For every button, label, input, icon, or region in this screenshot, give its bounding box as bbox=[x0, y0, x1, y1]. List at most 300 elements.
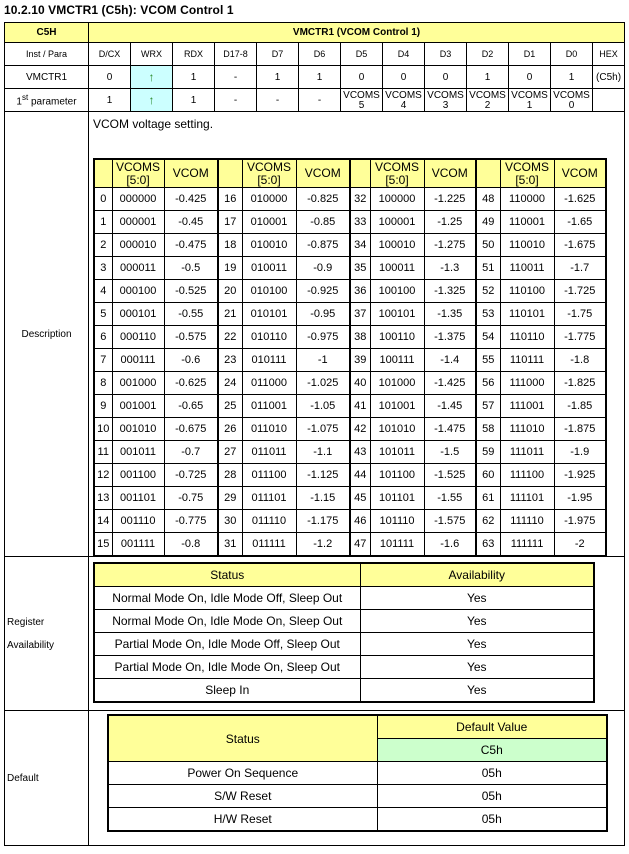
vcom-value: -0.825 bbox=[296, 188, 350, 211]
vcom-code: 010001 bbox=[242, 211, 296, 234]
param-dcx: 1 bbox=[89, 89, 131, 112]
vcom-value-head: VCOM bbox=[164, 159, 218, 188]
vcom-index: 11 bbox=[94, 441, 112, 464]
vcom-code: 010110 bbox=[242, 326, 296, 349]
vcom-code: 110101 bbox=[500, 303, 554, 326]
vcom-table-row bbox=[94, 303, 606, 326]
vcom-value: -1.45 bbox=[424, 395, 476, 418]
vcom-index: 16 bbox=[218, 188, 242, 211]
vcom-value: -0.675 bbox=[164, 418, 218, 441]
vcom-index: 39 bbox=[350, 349, 370, 372]
default-value: 05h bbox=[377, 808, 607, 832]
cmd-rdx: 1 bbox=[173, 66, 215, 89]
vcom-value: -1.925 bbox=[554, 464, 606, 487]
command-code: C5H bbox=[5, 23, 89, 43]
vcom-value: -1.3 bbox=[424, 257, 476, 280]
default-value-row bbox=[108, 762, 607, 785]
availability-row bbox=[94, 610, 594, 633]
vcom-code: 011110 bbox=[242, 510, 296, 533]
vcom-value: -1.8 bbox=[554, 349, 606, 372]
param-bit-vcoms3: VCOMS 3 bbox=[425, 89, 467, 112]
cmd-hex: (C5h) bbox=[593, 66, 625, 89]
vcom-index: 4 bbox=[94, 280, 112, 303]
vcom-index: 52 bbox=[476, 280, 500, 303]
vcom-index: 49 bbox=[476, 211, 500, 234]
description-row bbox=[5, 112, 625, 557]
vcom-code: 111000 bbox=[500, 372, 554, 395]
vcom-index: 17 bbox=[218, 211, 242, 234]
vcom-value: -1.525 bbox=[424, 464, 476, 487]
vcom-table-row bbox=[94, 464, 606, 487]
vcom-index: 6 bbox=[94, 326, 112, 349]
col-d6: D6 bbox=[299, 43, 341, 66]
vcom-index: 30 bbox=[218, 510, 242, 533]
vcom-idx-head bbox=[476, 159, 500, 188]
vcom-value: -1.35 bbox=[424, 303, 476, 326]
vcom-code: 100001 bbox=[370, 211, 424, 234]
vcom-value: -0.975 bbox=[296, 326, 350, 349]
availability-row bbox=[94, 587, 594, 610]
vcom-index: 14 bbox=[94, 510, 112, 533]
vcom-index: 53 bbox=[476, 303, 500, 326]
param-label: 1st parameter bbox=[5, 89, 89, 112]
availability-status: Normal Mode On, Idle Mode Off, Sleep Out bbox=[94, 587, 360, 610]
vcom-index: 46 bbox=[350, 510, 370, 533]
vcom-idx-head bbox=[350, 159, 370, 188]
vcom-code: 111100 bbox=[500, 464, 554, 487]
vcom-index: 37 bbox=[350, 303, 370, 326]
vcom-value: -1.95 bbox=[554, 487, 606, 510]
vcom-index: 36 bbox=[350, 280, 370, 303]
vcom-value: -0.425 bbox=[164, 188, 218, 211]
vcom-value: -0.6 bbox=[164, 349, 218, 372]
vcom-code: 011111 bbox=[242, 533, 296, 557]
vcom-index: 40 bbox=[350, 372, 370, 395]
vcom-value: -0.775 bbox=[164, 510, 218, 533]
vcom-table-row bbox=[94, 326, 606, 349]
default-status-head: Status bbox=[108, 715, 377, 762]
vcom-index: 45 bbox=[350, 487, 370, 510]
vcom-code: 011001 bbox=[242, 395, 296, 418]
vcom-code: 111010 bbox=[500, 418, 554, 441]
default-label: Default bbox=[5, 711, 89, 846]
cmd-d0: 1 bbox=[551, 66, 593, 89]
vcom-table-row bbox=[94, 487, 606, 510]
vcom-index: 54 bbox=[476, 326, 500, 349]
vcom-code: 111101 bbox=[500, 487, 554, 510]
register-availability-row bbox=[5, 557, 625, 711]
col-wrx: WRX bbox=[131, 43, 173, 66]
vcom-value: -1.725 bbox=[554, 280, 606, 303]
vcom-index: 21 bbox=[218, 303, 242, 326]
vcom-index: 47 bbox=[350, 533, 370, 557]
vcom-idx-head bbox=[94, 159, 112, 188]
vcom-value: -1.325 bbox=[424, 280, 476, 303]
vcom-code: 100101 bbox=[370, 303, 424, 326]
vcom-code: 000011 bbox=[112, 257, 164, 280]
availability-value: Yes bbox=[360, 633, 594, 656]
vcom-code: 101010 bbox=[370, 418, 424, 441]
vcom-index: 48 bbox=[476, 188, 500, 211]
vcom-index: 9 bbox=[94, 395, 112, 418]
register-availability-label: Register Availability bbox=[5, 557, 89, 711]
vcom-code: 000010 bbox=[112, 234, 164, 257]
vcom-value-head: VCOM bbox=[424, 159, 476, 188]
cmd-d7: 1 bbox=[257, 66, 299, 89]
vcom-index: 20 bbox=[218, 280, 242, 303]
command-row bbox=[5, 66, 625, 89]
vcom-code: 011101 bbox=[242, 487, 296, 510]
col-d17-8: D17-8 bbox=[215, 43, 257, 66]
vcom-index: 27 bbox=[218, 441, 242, 464]
vcom-code: 001100 bbox=[112, 464, 164, 487]
col-inst-para: Inst / Para bbox=[5, 43, 89, 66]
vcom-code: 100011 bbox=[370, 257, 424, 280]
default-status: S/W Reset bbox=[108, 785, 377, 808]
vcom-index: 8 bbox=[94, 372, 112, 395]
vcom-code: 010010 bbox=[242, 234, 296, 257]
vcom-code-head: VCOMS [5:0] bbox=[112, 159, 164, 188]
param-d17: - bbox=[215, 89, 257, 112]
description-label: Description bbox=[5, 112, 89, 557]
vcom-index: 0 bbox=[94, 188, 112, 211]
param-bit-vcoms1: VCOMS 1 bbox=[509, 89, 551, 112]
vcom-code: 010100 bbox=[242, 280, 296, 303]
availability-value: Yes bbox=[360, 679, 594, 703]
availability-value: Yes bbox=[360, 656, 594, 679]
vcom-table-row bbox=[94, 211, 606, 234]
vcom-index: 2 bbox=[94, 234, 112, 257]
col-d7: D7 bbox=[257, 43, 299, 66]
vcom-code: 101011 bbox=[370, 441, 424, 464]
vcom-value: -0.8 bbox=[164, 533, 218, 557]
vcom-value: -1.05 bbox=[296, 395, 350, 418]
cmd-d3: 0 bbox=[425, 66, 467, 89]
vcom-code: 000100 bbox=[112, 280, 164, 303]
vcom-value: -1.675 bbox=[554, 234, 606, 257]
vcom-table-row bbox=[94, 280, 606, 303]
param-rdx: 1 bbox=[173, 89, 215, 112]
availability-status: Partial Mode On, Idle Mode On, Sleep Out bbox=[94, 656, 360, 679]
default-status: H/W Reset bbox=[108, 808, 377, 832]
vcom-value: -1.025 bbox=[296, 372, 350, 395]
vcom-index: 26 bbox=[218, 418, 242, 441]
command-name: VMCTR1 (VCOM Control 1) bbox=[89, 23, 625, 43]
vcom-code: 111001 bbox=[500, 395, 554, 418]
vcom-table-row bbox=[94, 395, 606, 418]
vcom-code: 100111 bbox=[370, 349, 424, 372]
vcom-index: 5 bbox=[94, 303, 112, 326]
col-d5: D5 bbox=[341, 43, 383, 66]
vcom-value: -1.75 bbox=[554, 303, 606, 326]
vcom-value: -1.6 bbox=[424, 533, 476, 557]
col-dcx: D/CX bbox=[89, 43, 131, 66]
vcom-index: 51 bbox=[476, 257, 500, 280]
vcom-value: -1.775 bbox=[554, 326, 606, 349]
vcom-value: -0.875 bbox=[296, 234, 350, 257]
vcom-code: 110001 bbox=[500, 211, 554, 234]
col-d1: D1 bbox=[509, 43, 551, 66]
vcom-value: -1.175 bbox=[296, 510, 350, 533]
vcom-code: 100000 bbox=[370, 188, 424, 211]
vcom-value: -1.975 bbox=[554, 510, 606, 533]
vcom-code: 010000 bbox=[242, 188, 296, 211]
vcom-value: -0.45 bbox=[164, 211, 218, 234]
register-availability-content bbox=[89, 557, 625, 711]
vcom-code: 000101 bbox=[112, 303, 164, 326]
vcom-value: -1.575 bbox=[424, 510, 476, 533]
vcom-value: -1.625 bbox=[554, 188, 606, 211]
vcom-code: 011100 bbox=[242, 464, 296, 487]
vcom-code: 101000 bbox=[370, 372, 424, 395]
vcom-table-row bbox=[94, 441, 606, 464]
vcom-value: -0.65 bbox=[164, 395, 218, 418]
availability-table bbox=[93, 562, 595, 703]
vcom-index: 28 bbox=[218, 464, 242, 487]
vcom-value: -1.225 bbox=[424, 188, 476, 211]
vcom-code: 000001 bbox=[112, 211, 164, 234]
availability-value: Yes bbox=[360, 587, 594, 610]
availability-value-head: Availability bbox=[360, 563, 594, 587]
vcom-index: 63 bbox=[476, 533, 500, 557]
cmd-d5: 0 bbox=[341, 66, 383, 89]
vcom-value: -0.9 bbox=[296, 257, 350, 280]
param-hex bbox=[593, 89, 625, 112]
vcom-value-head: VCOM bbox=[554, 159, 606, 188]
vcom-value: -1.1 bbox=[296, 441, 350, 464]
vcom-table-row bbox=[94, 372, 606, 395]
default-value-head: Default Value bbox=[377, 715, 607, 739]
col-d0: D0 bbox=[551, 43, 593, 66]
param-bit-vcoms4: VCOMS 4 bbox=[383, 89, 425, 112]
vcom-value: -1.825 bbox=[554, 372, 606, 395]
param-d6: - bbox=[299, 89, 341, 112]
cmd-d2: 1 bbox=[467, 66, 509, 89]
availability-status: Normal Mode On, Idle Mode On, Sleep Out bbox=[94, 610, 360, 633]
vcom-value-head: VCOM bbox=[296, 159, 350, 188]
vcom-table-row bbox=[94, 188, 606, 211]
col-rdx: RDX bbox=[173, 43, 215, 66]
vcom-code: 011011 bbox=[242, 441, 296, 464]
vcom-value: -1.2 bbox=[296, 533, 350, 557]
availability-row bbox=[94, 656, 594, 679]
cmd-d17: - bbox=[215, 66, 257, 89]
vcom-index: 23 bbox=[218, 349, 242, 372]
vcom-code: 100010 bbox=[370, 234, 424, 257]
vcom-index: 38 bbox=[350, 326, 370, 349]
col-d3: D3 bbox=[425, 43, 467, 66]
vcom-table-header bbox=[94, 159, 606, 188]
section-title: 10.2.10 VMCTR1 (C5h): VCOM Control 1 bbox=[4, 3, 234, 17]
vcom-index: 18 bbox=[218, 234, 242, 257]
vcom-index: 22 bbox=[218, 326, 242, 349]
vcom-index: 58 bbox=[476, 418, 500, 441]
vcom-code: 000110 bbox=[112, 326, 164, 349]
vcom-code: 001001 bbox=[112, 395, 164, 418]
vcom-code: 111111 bbox=[500, 533, 554, 557]
vcom-index: 57 bbox=[476, 395, 500, 418]
vcom-index: 19 bbox=[218, 257, 242, 280]
vcom-code: 101100 bbox=[370, 464, 424, 487]
vcom-index: 33 bbox=[350, 211, 370, 234]
vcom-table-row bbox=[94, 234, 606, 257]
vcom-code: 101111 bbox=[370, 533, 424, 557]
vcom-code: 110010 bbox=[500, 234, 554, 257]
vcom-code: 101101 bbox=[370, 487, 424, 510]
vcom-value: -1.55 bbox=[424, 487, 476, 510]
vcom-index: 60 bbox=[476, 464, 500, 487]
description-text: VCOM voltage setting. bbox=[93, 117, 214, 131]
vcom-table bbox=[93, 158, 607, 557]
col-d2: D2 bbox=[467, 43, 509, 66]
vcom-index: 31 bbox=[218, 533, 242, 557]
vcom-value: -1.25 bbox=[424, 211, 476, 234]
availability-status: Partial Mode On, Idle Mode Off, Sleep Out bbox=[94, 633, 360, 656]
parameter-row bbox=[5, 89, 625, 112]
vcom-code: 110110 bbox=[500, 326, 554, 349]
cmd-d6: 1 bbox=[299, 66, 341, 89]
vcom-code: 100100 bbox=[370, 280, 424, 303]
cmd-dcx: 0 bbox=[89, 66, 131, 89]
vcom-code: 001110 bbox=[112, 510, 164, 533]
param-bit-vcoms2: VCOMS 2 bbox=[467, 89, 509, 112]
default-value-row bbox=[108, 785, 607, 808]
vcom-value: -0.525 bbox=[164, 280, 218, 303]
vcom-index: 61 bbox=[476, 487, 500, 510]
vcom-code: 110000 bbox=[500, 188, 554, 211]
vcom-index: 12 bbox=[94, 464, 112, 487]
vcom-value: -2 bbox=[554, 533, 606, 557]
vcom-value: -1.65 bbox=[554, 211, 606, 234]
vcom-value: -0.75 bbox=[164, 487, 218, 510]
vcom-value: -0.625 bbox=[164, 372, 218, 395]
vcom-index: 13 bbox=[94, 487, 112, 510]
vcom-value: -1.5 bbox=[424, 441, 476, 464]
vcom-value: -0.925 bbox=[296, 280, 350, 303]
availability-status: Sleep In bbox=[94, 679, 360, 703]
availability-status-head: Status bbox=[94, 563, 360, 587]
vcom-value: -0.55 bbox=[164, 303, 218, 326]
param-d7: - bbox=[257, 89, 299, 112]
vcom-index: 35 bbox=[350, 257, 370, 280]
vcom-table-row bbox=[94, 257, 606, 280]
vcom-value: -0.475 bbox=[164, 234, 218, 257]
vcom-index: 44 bbox=[350, 464, 370, 487]
vcom-value: -0.5 bbox=[164, 257, 218, 280]
availability-row bbox=[94, 633, 594, 656]
vcom-code: 001011 bbox=[112, 441, 164, 464]
vcom-table-row bbox=[94, 533, 606, 557]
vcom-code: 010111 bbox=[242, 349, 296, 372]
vcom-value: -1.275 bbox=[424, 234, 476, 257]
vcom-code: 111011 bbox=[500, 441, 554, 464]
vcom-index: 41 bbox=[350, 395, 370, 418]
vcom-value: -0.7 bbox=[164, 441, 218, 464]
vcom-index: 15 bbox=[94, 533, 112, 557]
vcom-index: 59 bbox=[476, 441, 500, 464]
default-c5h-head: C5h bbox=[377, 739, 607, 762]
vcom-code-head: VCOMS [5:0] bbox=[242, 159, 296, 188]
vcom-value: -1.125 bbox=[296, 464, 350, 487]
vcom-code: 110011 bbox=[500, 257, 554, 280]
register-table bbox=[4, 22, 625, 846]
vcom-index: 34 bbox=[350, 234, 370, 257]
vcom-code: 111110 bbox=[500, 510, 554, 533]
vcom-code-head: VCOMS [5:0] bbox=[370, 159, 424, 188]
vcom-value: -0.725 bbox=[164, 464, 218, 487]
vcom-index: 7 bbox=[94, 349, 112, 372]
param-wrx-arrow: ↑ bbox=[131, 89, 173, 112]
vcom-index: 42 bbox=[350, 418, 370, 441]
cmd-label: VMCTR1 bbox=[5, 66, 89, 89]
vcom-value: -1.075 bbox=[296, 418, 350, 441]
col-d4: D4 bbox=[383, 43, 425, 66]
availability-row bbox=[94, 679, 594, 703]
vcom-value: -1.375 bbox=[424, 326, 476, 349]
vcom-code: 101001 bbox=[370, 395, 424, 418]
vcom-value: -1.85 bbox=[554, 395, 606, 418]
vcom-code: 000111 bbox=[112, 349, 164, 372]
vcom-code: 110111 bbox=[500, 349, 554, 372]
availability-value: Yes bbox=[360, 610, 594, 633]
vcom-value: -0.85 bbox=[296, 211, 350, 234]
vcom-code-head: VCOMS [5:0] bbox=[500, 159, 554, 188]
cmd-d4: 0 bbox=[383, 66, 425, 89]
vcom-index: 25 bbox=[218, 395, 242, 418]
vcom-code: 011010 bbox=[242, 418, 296, 441]
vcom-value: -1.4 bbox=[424, 349, 476, 372]
default-row bbox=[5, 711, 625, 846]
vcom-code: 001111 bbox=[112, 533, 164, 557]
default-value: 05h bbox=[377, 762, 607, 785]
default-content bbox=[89, 711, 625, 846]
vcom-value: -1.475 bbox=[424, 418, 476, 441]
vcom-code: 001000 bbox=[112, 372, 164, 395]
vcom-code: 110100 bbox=[500, 280, 554, 303]
param-bit-vcoms5: VCOMS 5 bbox=[341, 89, 383, 112]
vcom-value: -0.95 bbox=[296, 303, 350, 326]
vcom-index: 56 bbox=[476, 372, 500, 395]
vcom-value: -1.425 bbox=[424, 372, 476, 395]
vcom-table-row bbox=[94, 510, 606, 533]
vcom-code: 100110 bbox=[370, 326, 424, 349]
default-value-row bbox=[108, 808, 607, 832]
vcom-code: 010011 bbox=[242, 257, 296, 280]
description-content bbox=[89, 112, 625, 557]
vcom-value: -1.9 bbox=[554, 441, 606, 464]
vcom-code: 101110 bbox=[370, 510, 424, 533]
vcom-code: 001010 bbox=[112, 418, 164, 441]
vcom-code: 001101 bbox=[112, 487, 164, 510]
cmd-wrx-arrow: ↑ bbox=[131, 66, 173, 89]
vcom-index: 1 bbox=[94, 211, 112, 234]
default-value: 05h bbox=[377, 785, 607, 808]
vcom-value: -1.15 bbox=[296, 487, 350, 510]
vcom-value: -1.7 bbox=[554, 257, 606, 280]
vcom-index: 32 bbox=[350, 188, 370, 211]
vcom-value: -1.875 bbox=[554, 418, 606, 441]
vcom-table-row bbox=[94, 418, 606, 441]
param-bit-vcoms0: VCOMS 0 bbox=[551, 89, 593, 112]
vcom-value: -0.575 bbox=[164, 326, 218, 349]
vcom-index: 43 bbox=[350, 441, 370, 464]
vcom-index: 50 bbox=[476, 234, 500, 257]
vcom-index: 29 bbox=[218, 487, 242, 510]
vcom-index: 55 bbox=[476, 349, 500, 372]
vcom-code: 010101 bbox=[242, 303, 296, 326]
vcom-index: 24 bbox=[218, 372, 242, 395]
vcom-idx-head bbox=[218, 159, 242, 188]
